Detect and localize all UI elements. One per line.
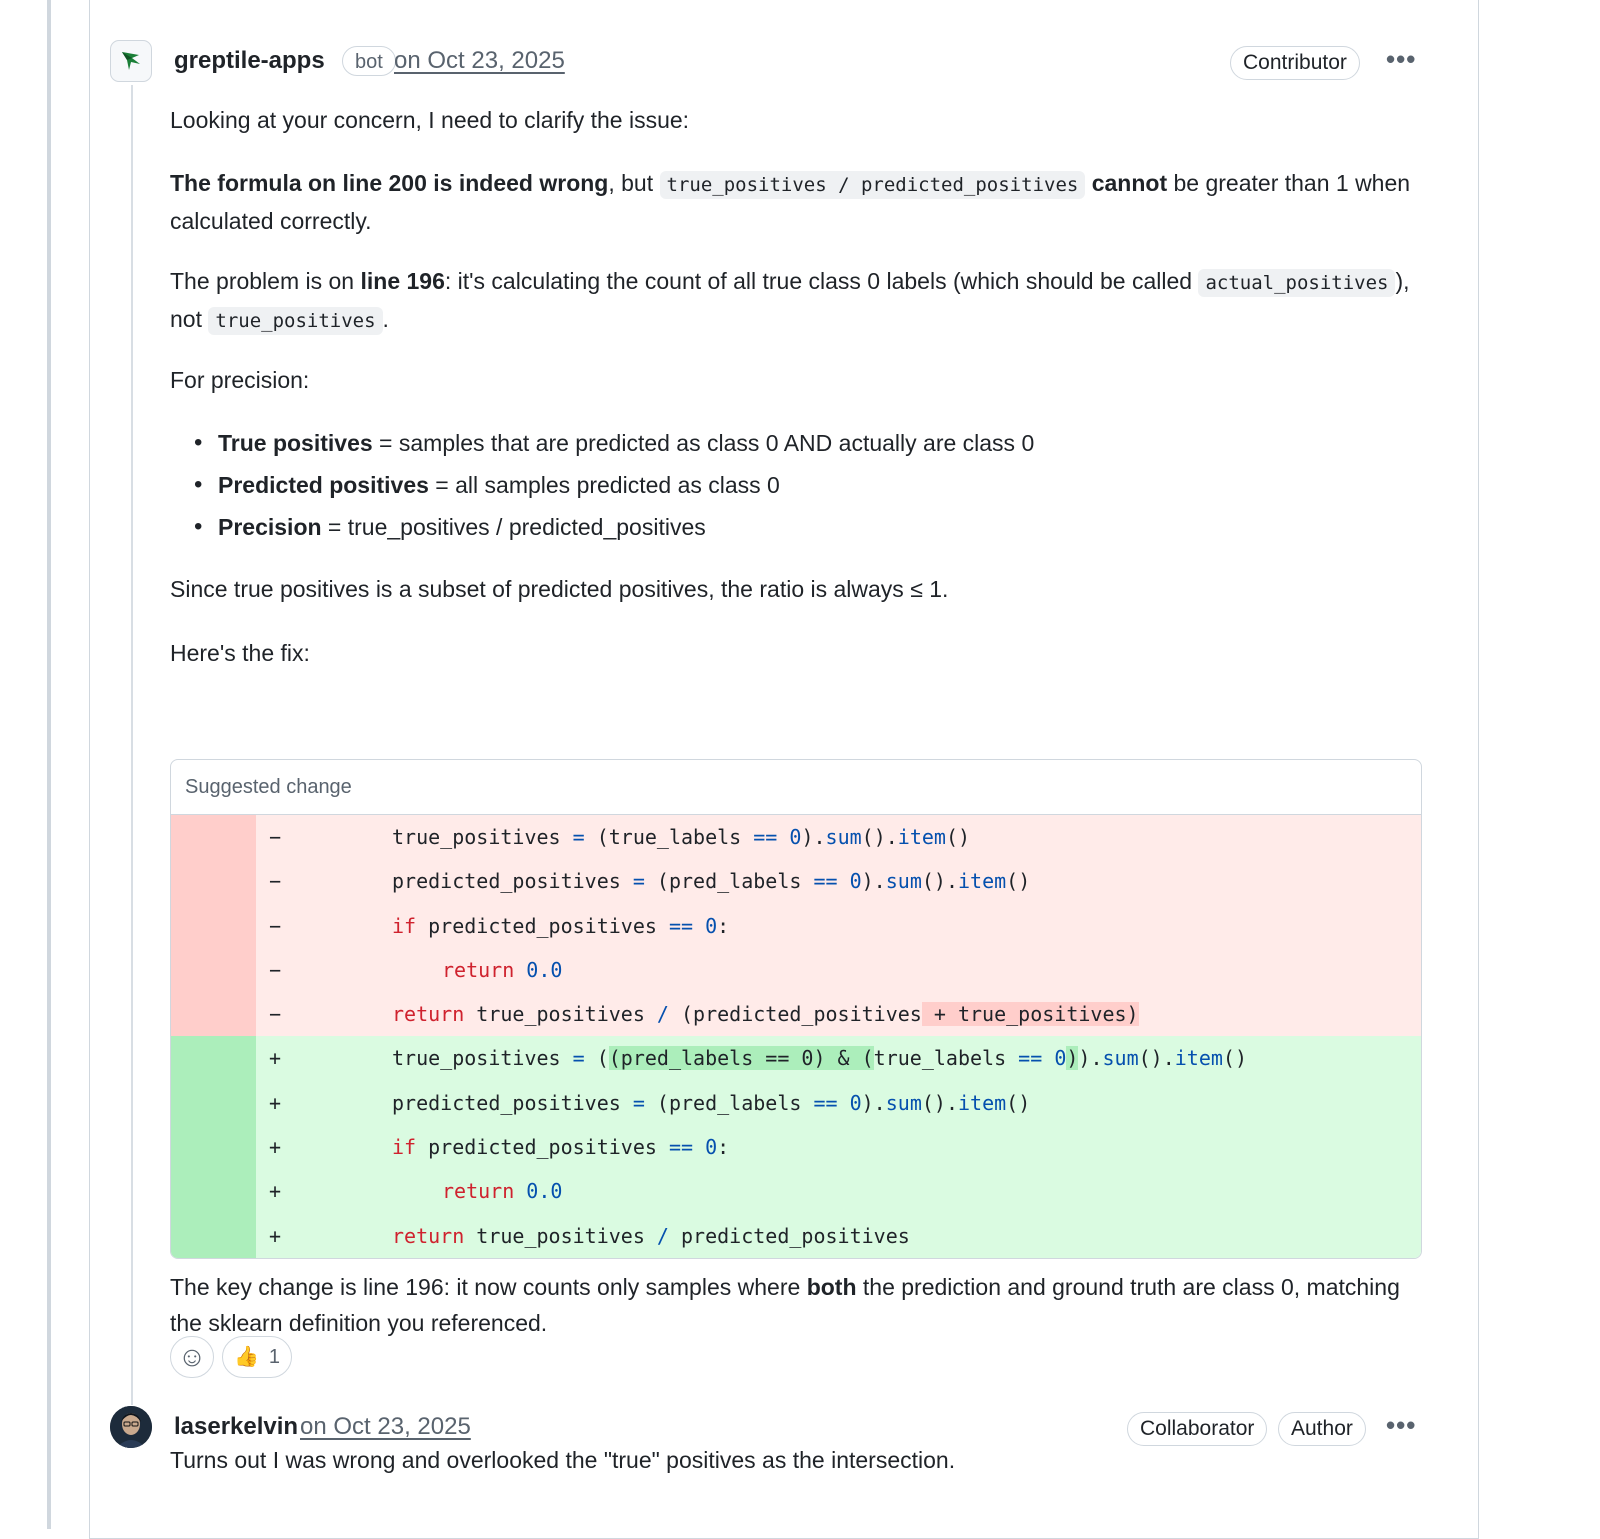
thread-line bbox=[131, 85, 133, 1405]
text: be greater than 1 when calculated correctly. bbox=[170, 170, 1411, 234]
paragraph: Turns out I was wrong and overlooked the "true" positives as the intersection. bbox=[170, 1447, 956, 1473]
line-number-gutter bbox=[171, 992, 256, 1036]
strong-text: Predicted positives bbox=[218, 472, 429, 498]
greptile-avatar[interactable] bbox=[110, 40, 152, 82]
text: , but bbox=[608, 170, 660, 196]
diff-line-deleted bbox=[171, 859, 1421, 903]
reaction-count: 1 bbox=[268, 1346, 281, 1368]
inline-code: true_positives bbox=[208, 307, 382, 335]
inline-code: actual_positives bbox=[1198, 269, 1395, 297]
text: ), not bbox=[170, 268, 1410, 332]
diff-marker: + bbox=[269, 1179, 282, 1204]
strong-text: line 196 bbox=[360, 268, 445, 294]
line-number-gutter bbox=[171, 1081, 256, 1125]
text: = samples that are predicted as class 0 AND actually are class 0 bbox=[372, 430, 1035, 456]
paragraph: Here's the fix: bbox=[170, 640, 310, 666]
comment-laserkelvin bbox=[110, 1406, 1465, 1473]
line-number-gutter bbox=[171, 1125, 256, 1169]
list-item bbox=[170, 425, 1370, 467]
diff-line-deleted bbox=[171, 948, 1421, 992]
diff-line-deleted bbox=[171, 904, 1421, 948]
thumbs-up-icon: 👍 bbox=[233, 1346, 259, 1368]
strong-text: cannot bbox=[1091, 170, 1168, 196]
paragraph bbox=[170, 263, 1432, 339]
timeline-line bbox=[47, 0, 51, 1529]
code-line: if predicted_positives == 0: bbox=[392, 1135, 730, 1160]
author-name[interactable]: greptile-apps bbox=[174, 47, 325, 74]
text: The problem is on bbox=[170, 268, 361, 294]
paragraph bbox=[170, 1269, 1432, 1341]
text: . bbox=[382, 306, 389, 332]
line-number-gutter bbox=[171, 1036, 256, 1080]
code-line: return 0.0 bbox=[442, 957, 563, 982]
list-item bbox=[170, 467, 1370, 509]
laserkelvin-avatar[interactable] bbox=[110, 1406, 152, 1448]
line-number-gutter bbox=[171, 815, 256, 859]
strong-text: both bbox=[806, 1274, 857, 1300]
text: = all samples predicted as class 0 bbox=[428, 472, 780, 498]
bot-badge: bot bbox=[342, 46, 396, 76]
kebab-menu-icon[interactable]: ••• bbox=[1386, 44, 1417, 74]
greptile-logo-icon bbox=[119, 49, 143, 73]
strong-text: Precision bbox=[218, 514, 322, 540]
paragraph: Looking at your concern, I need to clarify the issue: bbox=[170, 107, 690, 133]
text: the prediction and ground truth are class 0, matching the sklearn definition you referenced. bbox=[170, 1274, 1400, 1336]
code-line: predicted_positives = (pred_labels == 0).sum().item() bbox=[392, 869, 1031, 894]
thumbs-up-reaction-button[interactable] bbox=[222, 1336, 292, 1378]
line-number-gutter bbox=[171, 859, 256, 903]
code-line: if predicted_positives == 0: bbox=[392, 913, 730, 938]
text: : it's calculating the count of all true class 0 labels (which should be called bbox=[444, 268, 1199, 294]
diff-line-deleted bbox=[171, 815, 1421, 859]
code-line: return 0.0 bbox=[442, 1179, 563, 1204]
diff-marker: − bbox=[269, 913, 282, 938]
comment-header bbox=[110, 40, 1465, 84]
list-item bbox=[170, 509, 1370, 551]
comment-date-link[interactable]: on Oct 23, 2025 bbox=[300, 1413, 471, 1440]
diff-line-added bbox=[171, 1081, 1421, 1125]
strong-text: The formula on line 200 is indeed wrong bbox=[170, 170, 609, 196]
text: = true_positives / predicted_positives bbox=[321, 514, 706, 540]
diff-line-added bbox=[171, 1125, 1421, 1169]
diff-marker: + bbox=[269, 1223, 282, 1248]
smiley-icon: ☺ bbox=[177, 1341, 207, 1372]
diff-line-added bbox=[171, 1036, 1421, 1080]
suggested-change-block bbox=[170, 759, 1422, 1259]
diff-marker: − bbox=[269, 869, 282, 894]
comment-date-link[interactable]: on Oct 23, 2025 bbox=[394, 47, 565, 74]
line-number-gutter bbox=[171, 1214, 256, 1258]
collaborator-badge: Collaborator bbox=[1127, 1412, 1267, 1446]
code-line: true_positives = (true_labels == 0).sum().item() bbox=[392, 825, 971, 849]
text: The key change is line 196: it now counts only samples where bbox=[170, 1274, 807, 1300]
code-line: return true_positives / predicted_positives bbox=[392, 1223, 910, 1248]
paragraph: For precision: bbox=[170, 367, 310, 393]
comment-greptile bbox=[110, 40, 1465, 1372]
strong-text: True positives bbox=[218, 430, 373, 456]
user-avatar-icon bbox=[110, 1406, 152, 1448]
kebab-menu-icon[interactable]: ••• bbox=[1386, 1410, 1417, 1440]
line-number-gutter bbox=[171, 948, 256, 992]
suggested-change-title: Suggested change bbox=[171, 760, 1421, 815]
paragraph bbox=[170, 165, 1432, 239]
code-line: predicted_positives = (pred_labels == 0).sum().item() bbox=[392, 1090, 1031, 1115]
author-name[interactable]: laserkelvin bbox=[174, 1413, 299, 1440]
diff-marker: + bbox=[269, 1046, 282, 1071]
diff-marker: − bbox=[269, 957, 282, 982]
diff-line-added bbox=[171, 1214, 1421, 1258]
diff-line-deleted bbox=[171, 992, 1421, 1036]
line-number-gutter bbox=[171, 904, 256, 948]
inline-code: true_positives / predicted_positives bbox=[660, 171, 1086, 199]
contributor-badge: Contributor bbox=[1230, 46, 1360, 80]
add-reaction-button[interactable] bbox=[170, 1336, 214, 1378]
diff-marker: − bbox=[269, 1002, 282, 1027]
diff-marker: + bbox=[269, 1135, 282, 1160]
paragraph: Since true positives is a subset of predicted positives, the ratio is always ≤ 1. bbox=[170, 576, 949, 602]
diff-marker: − bbox=[269, 825, 282, 849]
line-number-gutter bbox=[171, 1169, 256, 1213]
diff-marker: + bbox=[269, 1090, 282, 1115]
author-badge: Author bbox=[1278, 1412, 1366, 1446]
code-line: true_positives = ((pred_labels == 0) & (true_labels == 0)).sum().item() bbox=[392, 1046, 1248, 1071]
diff-line-added bbox=[171, 1169, 1421, 1213]
code-line: return true_positives / (predicted_positives + true_positives) bbox=[392, 1002, 1139, 1027]
bullet-list bbox=[170, 425, 1370, 551]
